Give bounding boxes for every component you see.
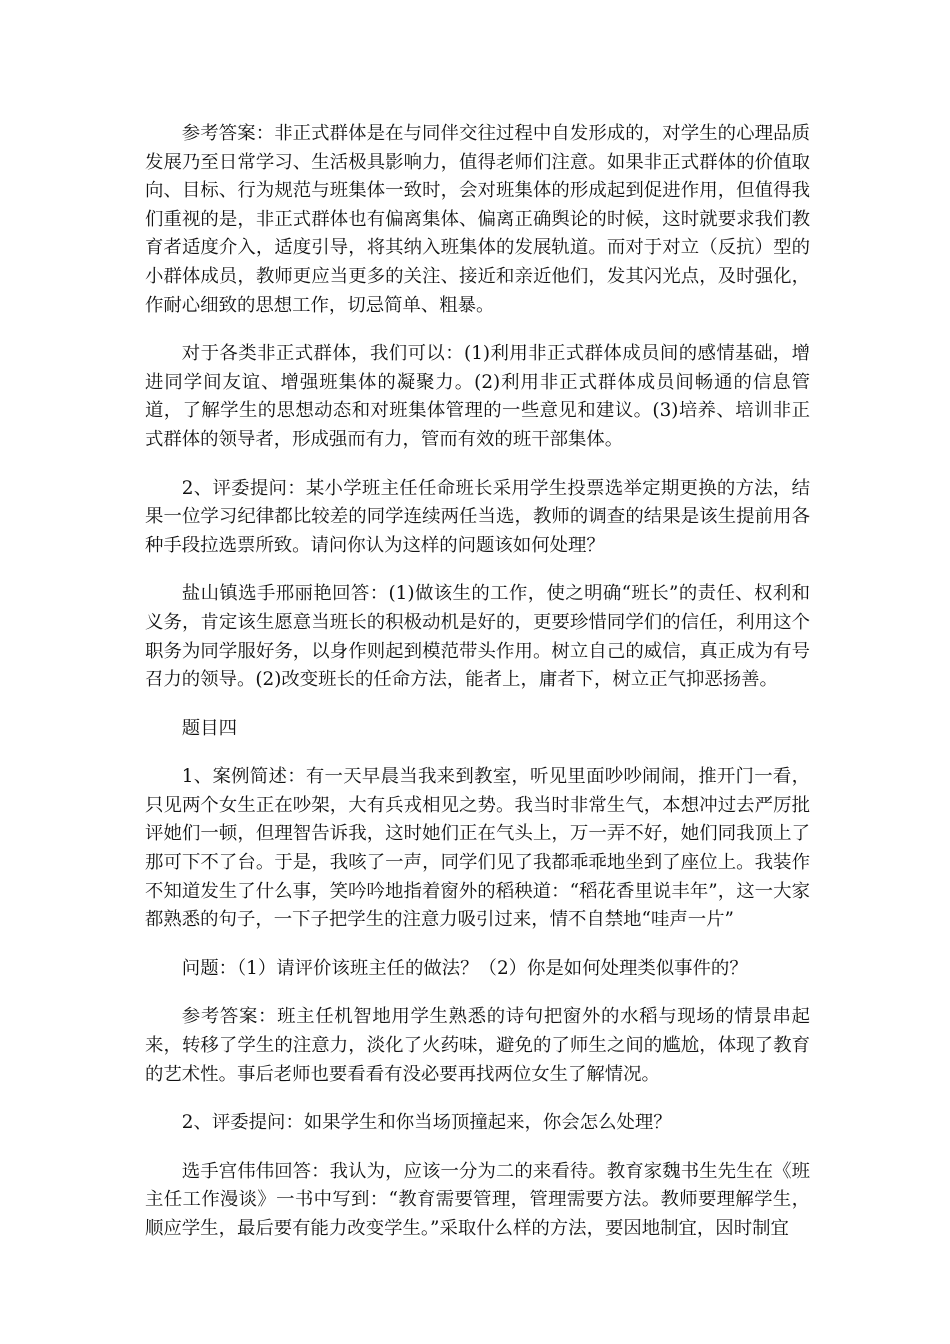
judge-question-2-paragraph: 2、评委提问：某小学班主任任命班长采用学生投票选举定期更换的方法，结果一位学习纪律都比较差的同学连续两任当选，教师的调查的结果是该生提前用各种手段拉选票所致。请问你认为这样的问题该如何处理？ (145, 477, 810, 556)
question-paragraph: 问题：（1）请评价该班主任的做法？（2）你是如何处理类似事件的？ (181, 957, 748, 979)
answer-paragraph-informal-groups: 参考答案：非正式群体是在与同伴交往过程中自发形成的，对学生的心理品质发展乃至日常学习、生活极具影响力，值得老师们注意。如果非正式群体的价值取向、目标、行为规范与班集体一致时，会对班集体的形成起到促进作用，但值得我们重视的是，非正式群体也有偏离集体、偏离正确舆论的时候，这时就要求我们教育者适度介入，适度引导，将其纳入班集体的发展轨道。而对于对立（反抗）型的小群体成员，教师更应当更多的关注、接近和亲近他们，发其闪光点，及时强化，作耐心细致的思想工作，切忌简单、粗暴。 (145, 123, 810, 316)
section-heading-topic-four: 题目四 (181, 717, 237, 739)
contestant-response-paragraph: 选手宫伟伟回答：我认为，应该一分为二的来看待。教育家魏书生先生在《班主任工作漫谈》一书中写到：“教育需要管理，管理需要方法。教师要理解学生，顺应学生，最后要有能力改变学生。”采取什么样的方法，要因地制宜，因时制宜 (145, 1160, 810, 1239)
contestant-answer-paragraph: 盐山镇选手邢丽艳回答：(1)做该生的工作，使之明确“班长”的责任、权利和义务，肯定该生愿意当班长的积极动机是好的，更要珍惜同学们的信任，利用这个职务为同学服好务，以身作则起到模范带头作用。树立自己的威信，真正成为有号召力的领导。(2)改变班长的任命方法，能者上，庸者下，树立正气抑恶扬善。 (145, 583, 810, 691)
document-body (145, 120, 810, 1264)
reference-answer-paragraph: 参考答案：班主任机智地用学生熟悉的诗句把窗外的水稻与现场的情景串起来，转移了学生的注意力，淡化了火药味，避免的了师生之间的尴尬，体现了教育的艺术性。事后老师也要看看有没必要再找两位女生了解情况。 (145, 1006, 810, 1085)
case-description-paragraph: 1、案例简述：有一天早晨当我来到教室，听见里面吵吵闹闹，推开门一看，只见两个女生正在吵架，大有兵戎相见之势。我当时非常生气，本想冲过去严厉批评她们一顿，但理智告诉我，这时她们正在气头上，万一弄不好，她们同我顶上了那可下不了台。于是，我咳了一声，同学们见了我都乖乖地坐到了座位上。我装作不知道发生了什么事，笑吟吟地指着窗外的稻秧道：“稻花香里说丰年”，这一大家都熟悉的句子，一下子把学生的注意力吸引过来，情不自禁地“哇声一片” (145, 766, 810, 931)
strategies-paragraph: 对于各类非正式群体，我们可以：(1)利用非正式群体成员间的感情基础，增进同学间友谊、增强班集体的凝聚力。(2)利用非正式群体成员间畅通的信息管道，了解学生的思想动态和对班集体管理的一些意见和建议。(3)培养、培训非正式群体的领导者，形成强而有力，管而有效的班干部集体。 (145, 343, 810, 450)
judge-question-paragraph: 2、评委提问：如果学生和你当场顶撞起来，你会怎么处理？ (181, 1112, 672, 1134)
